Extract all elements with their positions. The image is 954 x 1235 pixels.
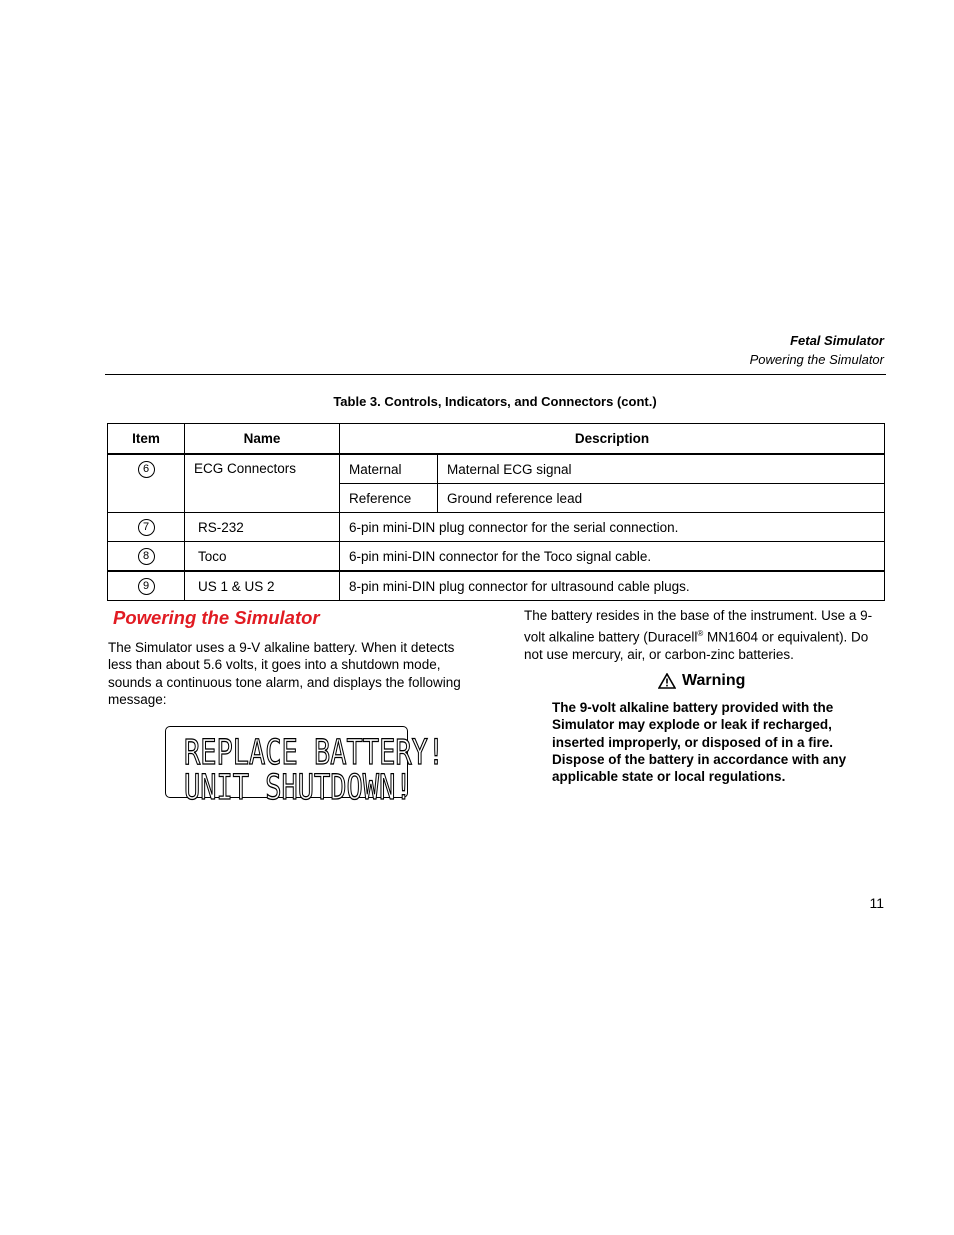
sub-label-cell: Maternal — [340, 454, 438, 484]
item-number-badge: 7 — [138, 519, 155, 536]
name-cell: RS-232 — [185, 513, 340, 542]
table-header-row — [108, 424, 885, 455]
name-cell: Toco — [185, 542, 340, 572]
name-cell: US 1 & US 2 — [185, 571, 340, 601]
item-cell — [108, 542, 185, 572]
col-header-name: Name — [185, 424, 340, 455]
lcd-line-2: UNIT SHUTDOWN! — [184, 768, 412, 809]
section-title: Powering the Simulator — [113, 607, 320, 628]
table-row — [108, 571, 885, 601]
lcd-display — [165, 726, 445, 809]
item-number-badge: 8 — [138, 548, 155, 565]
table-row — [108, 454, 885, 484]
table-caption: Table 3. Controls, Indicators, and Connectors (cont.) — [333, 394, 657, 409]
col-header-item: Item — [108, 424, 185, 455]
header-rule — [105, 374, 886, 375]
right-paragraph — [524, 607, 879, 663]
right-paragraph-part2: MN1604 or equivalent). Do not use mercury, air, or carbon-zinc batteries. — [524, 629, 869, 662]
warning-heading-label: Warning — [682, 672, 746, 689]
sub-label-cell: Reference — [340, 484, 438, 513]
sub-desc-cell: Maternal ECG signal — [438, 454, 885, 484]
left-paragraph: The Simulator uses a 9-V alkaline battery. When it detects less than about 5.6 volts, it goes into a shutdown mode, sounds a continuous tone alarm, and displays the following message: — [108, 640, 461, 707]
table-row — [108, 542, 885, 572]
item-cell — [108, 513, 185, 542]
running-header-subtitle: Powering the Simulator — [749, 352, 884, 367]
col-header-description: Description — [340, 424, 885, 455]
name-cell: ECG Connectors — [185, 454, 340, 513]
sub-desc-cell: Ground reference lead — [438, 484, 885, 513]
warning-text: The 9-volt alkaline battery provided with the Simulator may explode or leak if recharged, inserted improperly, or disposed of in a fire. Dispose of the battery in accordance with any applicable state or local regulations. — [552, 700, 847, 785]
warning-triangle-icon — [658, 673, 676, 689]
item-number-badge: 6 — [138, 461, 155, 478]
item-number-badge: 9 — [138, 578, 155, 595]
lcd-line-1: REPLACE BATTERY! — [184, 733, 445, 774]
desc-cell: 8-pin mini-DIN plug connector for ultrasound cable plugs. — [340, 571, 885, 601]
running-header-title: Fetal Simulator — [790, 333, 884, 348]
right-paragraph-part1: The battery resides in the base of the instrument. Use a 9-volt alkaline battery (Duracell — [524, 608, 873, 644]
item-cell — [108, 454, 185, 513]
desc-cell: 6-pin mini-DIN connector for the Toco signal cable. — [340, 542, 885, 572]
item-cell — [108, 571, 185, 601]
controls-table — [107, 423, 885, 601]
table-row — [108, 513, 885, 542]
desc-cell: 6-pin mini-DIN plug connector for the serial connection. — [340, 513, 885, 542]
registered-mark: ® — [697, 628, 704, 638]
warning-heading — [658, 672, 745, 690]
page-number: 11 — [869, 895, 884, 911]
